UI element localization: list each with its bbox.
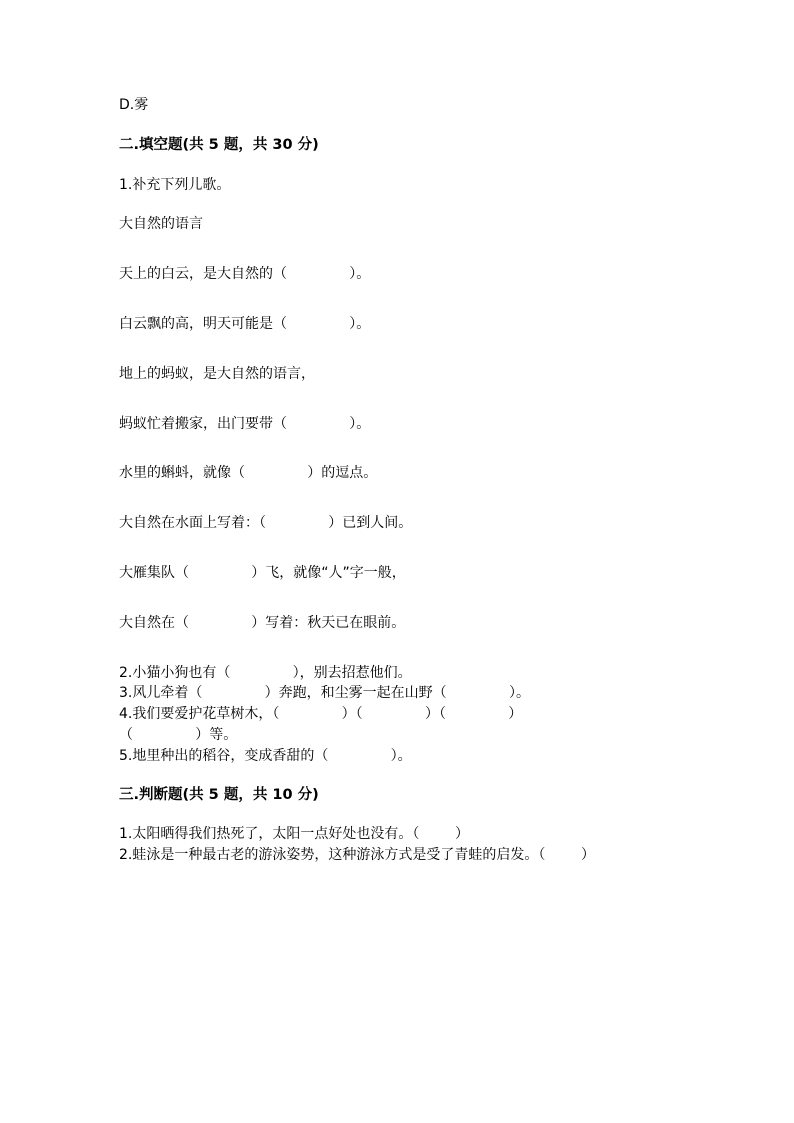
question-5: 5.地里种出的稻谷，变成香甜的（ ）。 (119, 748, 412, 764)
poem-line: 大自然在水面上写着：（ ）已到人间。 (119, 515, 413, 531)
question-4-line-2: （ ）等。 (119, 727, 238, 743)
question-1-prompt: 1.补充下列儿歌。 (119, 177, 231, 193)
poem-title: 大自然的语言 (119, 216, 203, 232)
section-3-heading: 三.判断题(共 5 题，共 10 分) (119, 787, 319, 803)
poem-line: 水里的蝌蚪，就像（ ）的逗点。 (119, 465, 378, 481)
section-2-heading: 二.填空题(共 5 题，共 30 分) (119, 137, 319, 153)
poem-line: 天上的白云，是大自然的（ ）。 (119, 266, 371, 282)
poem-line: 白云飘的高，明天可能是（ ）。 (119, 316, 371, 332)
question-4-line-1: 4.我们要爱护花草树木，（ ）（ ）（ ） (119, 706, 523, 722)
judge-question-1: 1.太阳晒得我们热死了，太阳一点好处也没有。（ ） (119, 826, 469, 842)
question-3: 3.风儿牵着（ ）奔跑，和尘雾一起在山野（ ）。 (119, 685, 530, 701)
poem-line: 大雁集队（ ）飞，就像“人”字一般， (119, 565, 406, 581)
poem-line: 地上的蚂蚁，是大自然的语言， (119, 366, 315, 382)
poem-line: 大自然在（ ）写着：秋天已在眼前。 (119, 615, 406, 631)
option-d: D.雾 (119, 97, 149, 113)
poem-line: 蚂蚁忙着搬家，出门要带（ ）。 (119, 416, 371, 432)
judge-question-2: 2.蛙泳是一种最古老的游泳姿势，这种游泳方式是受了青蛙的启发。（ ） (119, 847, 595, 863)
question-2: 2.小猫小狗也有（ ），别去招惹他们。 (119, 665, 412, 681)
